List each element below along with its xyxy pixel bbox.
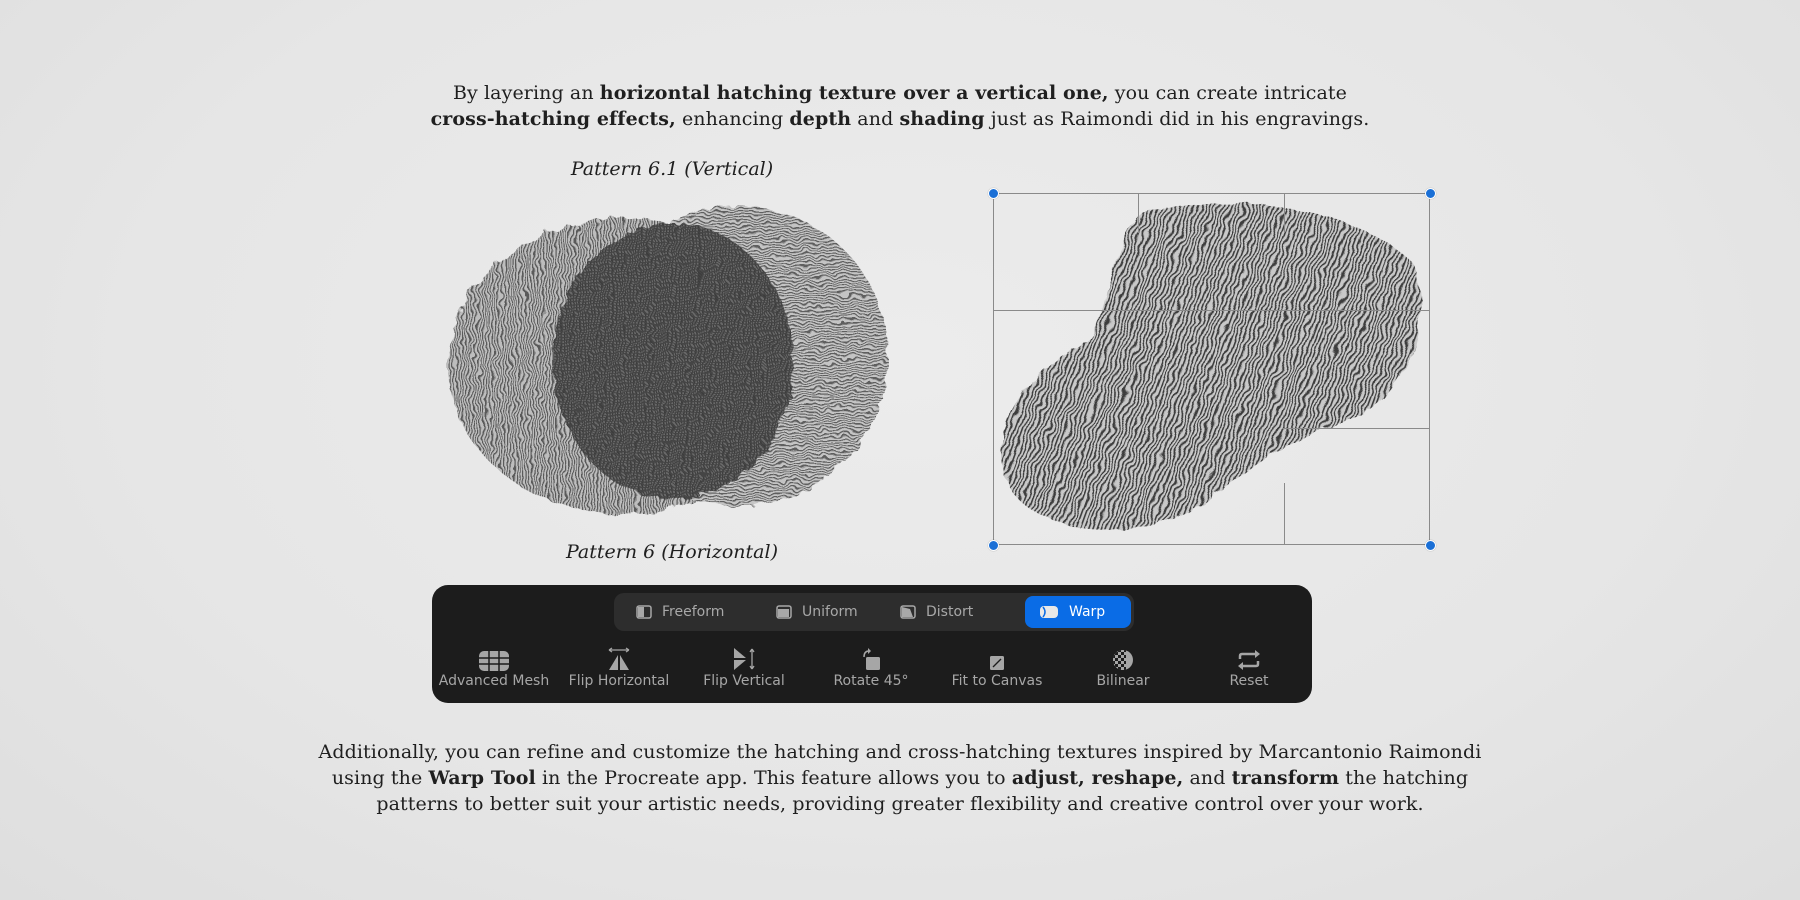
body-text: just as Raimondi did in his engravings.: [984, 108, 1370, 130]
warp-grid-line: [993, 310, 1430, 311]
warp-handle-bottom-left[interactable]: [988, 540, 999, 551]
mode-distort-button[interactable]: [886, 596, 996, 628]
mode-warp-button[interactable]: [1025, 596, 1131, 628]
body-text: and: [851, 108, 900, 130]
uniform-icon: [776, 605, 792, 619]
tool-label: Advanced Mesh: [438, 673, 550, 689]
fit-to-canvas-button[interactable]: [934, 647, 1060, 689]
bilinear-button[interactable]: [1060, 647, 1186, 689]
body-text: By layering an: [452, 82, 600, 104]
fit-canvas-icon: [989, 655, 1005, 671]
caption-horizontal-pattern: Pattern 6 (Horizontal): [566, 541, 778, 563]
outro-paragraph: [0, 739, 1800, 817]
intro-paragraph: [0, 80, 1800, 132]
emphasis-text: adjust, reshape,: [1011, 767, 1184, 789]
body-text: patterns to better suit your artistic needs, providing greater flexibility and creative control over your work.: [376, 793, 1424, 815]
warp-handle-top-left[interactable]: [988, 188, 999, 199]
flip-vertical-button[interactable]: [681, 647, 807, 689]
rotate-icon: [860, 647, 882, 671]
mode-uniform-button[interactable]: [762, 596, 882, 628]
body-text: in the Procreate app. This feature allows you to: [535, 767, 1012, 789]
reset-button[interactable]: [1186, 647, 1312, 689]
bilinear-icon: [1112, 649, 1134, 671]
mode-freeform-button[interactable]: [622, 596, 742, 628]
warp-handle-bottom-right[interactable]: [1425, 540, 1436, 551]
warp-grid-line: [993, 544, 1430, 545]
warp-grid-line: [993, 193, 1430, 194]
emphasis-text: cross-hatching effects,: [430, 108, 676, 130]
body-text: enhancing: [675, 108, 790, 130]
body-text: Additionally, you can refine and customize the hatching and cross-hatching textures inspired by Marcantonio Raimondi: [318, 741, 1482, 763]
body-text: using the: [331, 767, 429, 789]
tool-label: Rotate 45°: [833, 673, 909, 689]
body-text: the hatching: [1339, 767, 1469, 789]
flip-horizontal-button[interactable]: [556, 647, 682, 689]
distort-icon: [900, 605, 916, 619]
mode-label: Distort: [926, 604, 974, 620]
body-text: you can create intricate: [1108, 82, 1348, 104]
warp-icon: [1039, 605, 1059, 619]
warp-grid-line: [1429, 193, 1430, 545]
tool-label: Flip Vertical: [703, 673, 785, 689]
reset-icon: [1237, 649, 1261, 671]
flip-vertical-icon: [732, 647, 756, 671]
emphasis-text: Warp Tool: [428, 767, 536, 789]
crosshatch-texture-image: [438, 196, 900, 528]
rotate-45-button[interactable]: [808, 647, 934, 689]
flip-horizontal-icon: [606, 647, 632, 671]
warped-hatching-texture: [993, 193, 1430, 545]
warp-grid-line: [1138, 193, 1139, 233]
body-text: and: [1183, 767, 1232, 789]
warp-grid-line: [993, 193, 994, 545]
emphasis-text: transform: [1231, 767, 1340, 789]
mesh-grid-icon: [479, 651, 509, 671]
transform-toolbar: [432, 585, 1312, 703]
mode-label: Warp: [1069, 604, 1106, 620]
warp-handle-top-right[interactable]: [1425, 188, 1436, 199]
emphasis-text: depth: [789, 108, 852, 130]
warp-transform-area[interactable]: [993, 193, 1430, 545]
mode-label: Freeform: [662, 604, 725, 620]
emphasis-text: horizontal hatching texture over a vertical one,: [599, 82, 1109, 104]
emphasis-text: shading: [899, 108, 985, 130]
tool-label: Flip Horizontal: [568, 673, 670, 689]
transform-mode-selector: [614, 593, 1134, 631]
tool-label: Bilinear: [1096, 673, 1150, 689]
warp-grid-line: [1284, 193, 1285, 233]
tool-label: Reset: [1229, 673, 1269, 689]
warp-grid-line: [1283, 428, 1430, 429]
warp-grid-line: [1284, 483, 1285, 545]
tool-label: Fit to Canvas: [951, 673, 1043, 689]
advanced-mesh-button[interactable]: [431, 647, 557, 689]
caption-vertical-pattern: Pattern 6.1 (Vertical): [570, 158, 774, 180]
freeform-icon: [636, 605, 652, 619]
mode-label: Uniform: [802, 604, 858, 620]
